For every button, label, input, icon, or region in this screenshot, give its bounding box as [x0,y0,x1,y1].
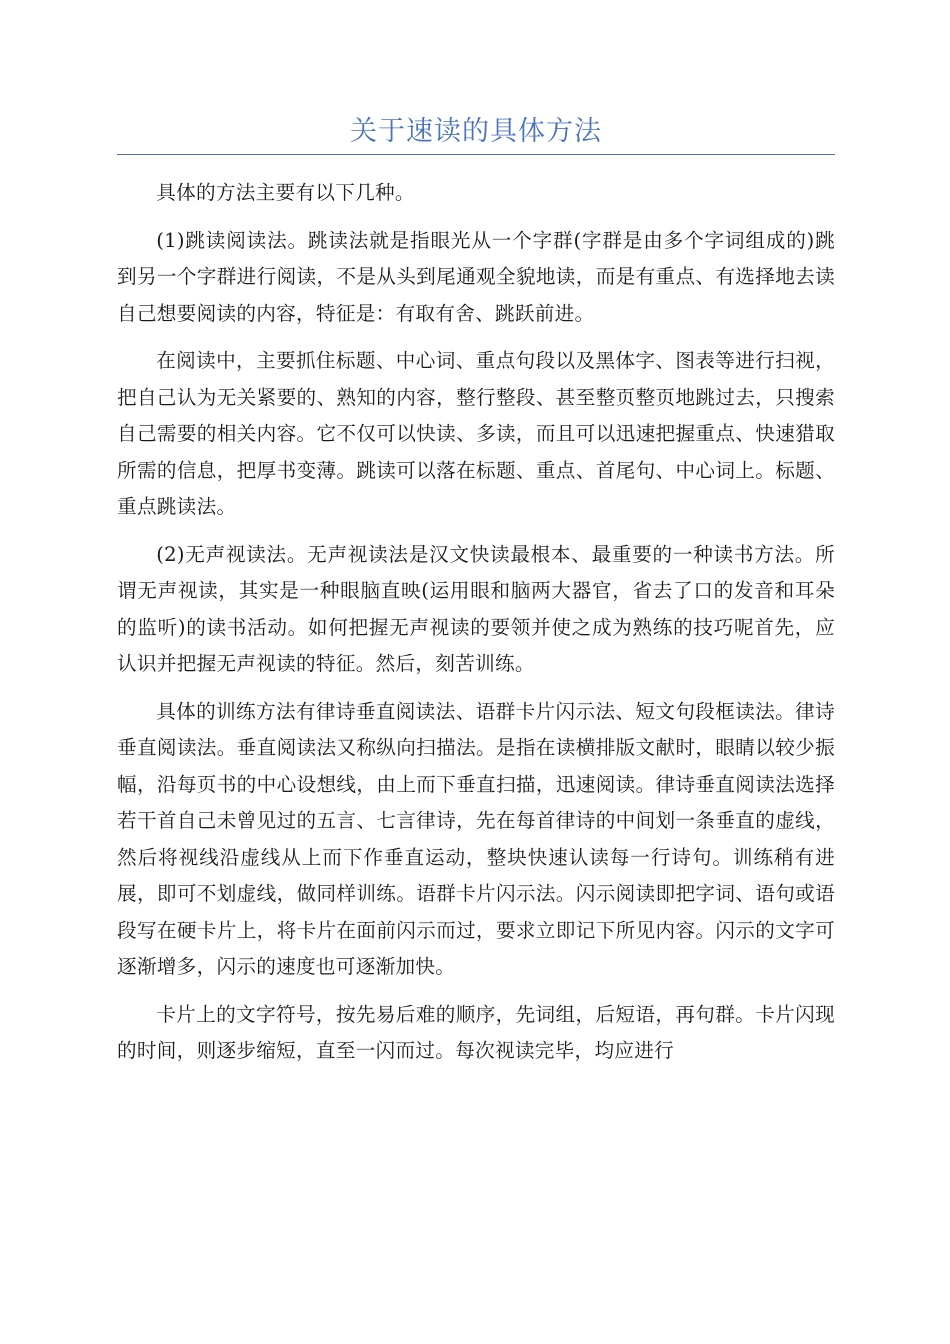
document-title: 关于速读的具体方法 [350,116,602,147]
document-page [117,112,835,1081]
paragraph-card-symbols: 卡片上的文字符号，按先易后难的顺序，先词组，后短语，再句群。卡片闪现的时间，则逐步缩短，直至一闪而过。每次视读完毕，均应进行 [117,1002,835,1062]
paragraph-training-methods: 具体的训练方法有律诗垂直阅读法、语群卡片闪示法、短文句段框读法。律诗垂直阅读法。垂直阅读法又称纵向扫描法。是指在读横排版文献时，眼睛以较少振幅，沿每页书的中心设想线，由上而下垂直扫描，迅速阅读。律诗垂直阅读法选择若干首自己未曾见过的五言、七言律诗，先在每首律诗的中间划一条垂直的虚线，然后将视线沿虚线从上而下作垂直运动，整块快速认读每一行诗句。训练稍有进展，即可不划虚线，做同样训练。语群卡片闪示法。闪示阅读即把字词、语句或语段写在硬卡片上，将卡片在面前闪示而过，要求立即记下所见内容。闪示的文字可逐渐增多，闪示的速度也可逐渐加快。 [117,699,835,978]
paragraph-intro: 具体的方法主要有以下几种。 [156,181,415,204]
paragraph-skip-reading: (1)跳读阅读法。跳读法就是指眼光从一个字群(字群是由多个字词组成的)跳到另一个字群进行阅读，不是从头到尾通观全貌地读，而是有重点、有选择地去读自己想要阅读的内容，特征是：有取有舍、跳跃前进。 [117,228,835,325]
document-body [117,175,835,1070]
paragraph-skip-reading-detail: 在阅读中，主要抓住标题、中心词、重点句段以及黑体字、图表等进行扫视，把自己认为无关紧要的、熟知的内容，整行整段、甚至整页整页地跳过去，只搜索自己需要的相关内容。它不仅可以快读、多读，而且可以迅速把握重点、快速猎取所需的信息，把厚书变薄。跳读可以落在标题、重点、首尾句、中心词上。标题、重点跳读法。 [117,349,835,518]
title-underline [117,154,835,155]
paragraph-silent-reading: (2)无声视读法。无声视读法是汉文快读最根本、最重要的一种读书方法。所谓无声视读，其实是一种眼脑直映(运用眼和脑两大器官，省去了口的发音和耳朵的监听)的读书活动。如何把握无声视读的要领并使之成为熟练的技巧呢首先，应认识并把握无声视读的特征。然后，刻苦训练。 [117,542,835,675]
